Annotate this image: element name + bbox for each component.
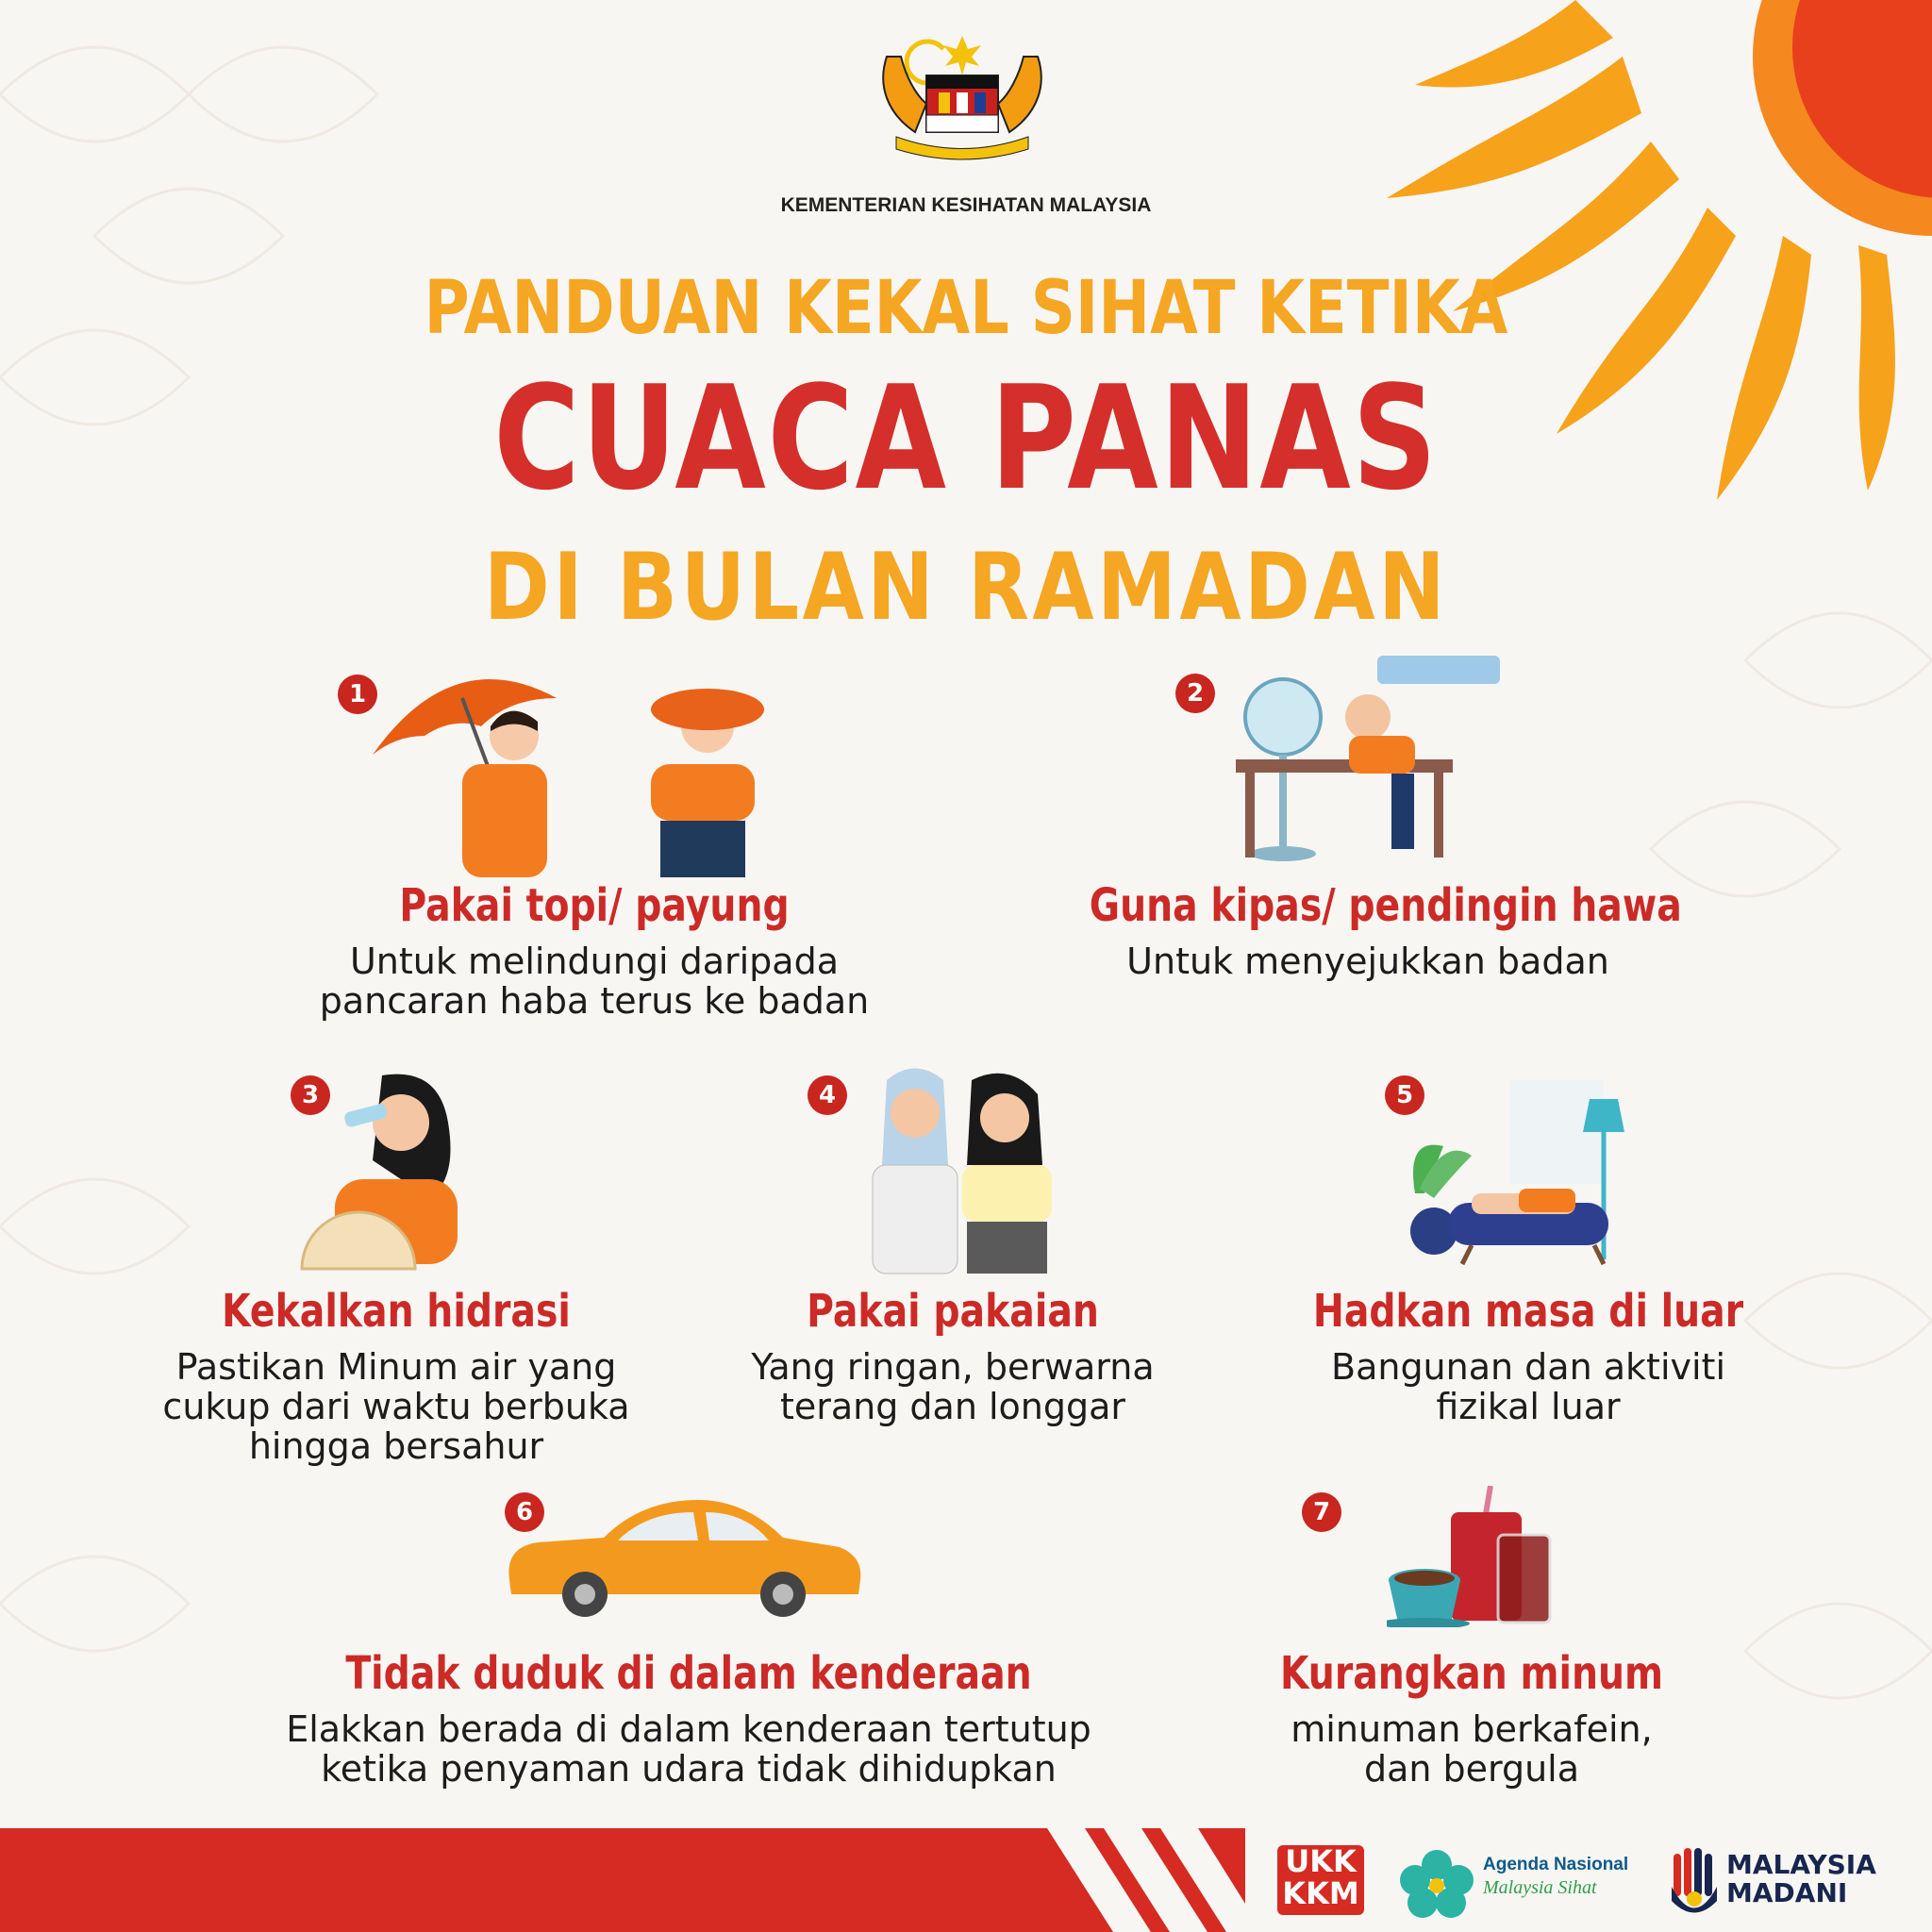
item-number-5: 5 — [1385, 1075, 1424, 1115]
resting-sofa-illustration — [1406, 1080, 1641, 1269]
item-number-2: 2 — [1175, 674, 1215, 713]
coffee-soda-drinks-illustration — [1387, 1486, 1557, 1627]
item-title-1: Pakai topi/ payung — [399, 879, 790, 932]
item-desc-2: Untuk menyejukkan badan — [1126, 941, 1609, 982]
title-line-1: PANDUAN KEKAL SIHAT KETIKA — [424, 266, 1508, 351]
item-title-3: Kekalkan hidrasi — [222, 1285, 571, 1338]
item-desc-7: minuman berkafein, dan bergula — [1291, 1708, 1653, 1790]
item-title-5: Hadkan masa di luar — [1312, 1285, 1744, 1338]
hibiscus-icon — [1394, 1844, 1479, 1920]
item-number-7: 7 — [1302, 1492, 1341, 1532]
item-desc-4: Yang ringan, berwarna terang dan longgar — [751, 1346, 1155, 1427]
item-number-6: 6 — [505, 1492, 544, 1532]
drinking-woman-illustration — [297, 1066, 495, 1274]
item-title-4: Pakai pakaian — [807, 1285, 1099, 1338]
ukk-kkm-logo: UKK KKM — [1277, 1845, 1364, 1915]
title-line-3: DI BULAN RAMADAN — [483, 534, 1449, 641]
malaysia-madani-logo: MALAYSIA MADANI — [1726, 1849, 1876, 1908]
item-desc-3: Pastikan Minum air yang cukup dari waktu berbuka hingga bersahur — [162, 1346, 630, 1467]
title-line-2: CUACA PANAS — [493, 355, 1439, 522]
malaysia-sihat-label: Malaysia Sihat — [1483, 1877, 1597, 1898]
madani-hand-icon — [1668, 1844, 1721, 1920]
item-desc-6: Elakkan berada di dalam kenderaan tertutup ketika penyaman udara tidak dihidupkan — [286, 1708, 1091, 1790]
item-desc-5: Bangunan dan aktiviti fizikal luar — [1331, 1346, 1725, 1427]
two-women-illustration — [849, 1061, 1066, 1278]
coat-of-arms — [868, 28, 1066, 170]
footer-stripes — [1047, 1828, 1245, 1932]
item-title-2: Guna kipas/ pendingin hawa — [1089, 879, 1682, 932]
item-title-7: Kurangkan minum — [1279, 1647, 1664, 1700]
agenda-nasional-label: Agenda Nasional — [1483, 1855, 1629, 1874]
item-number-4: 4 — [808, 1075, 847, 1115]
fan-desk-man-illustration — [1226, 651, 1509, 868]
umbrella-people-illustration — [368, 660, 821, 877]
item-title-6: Tidak duduk di dalam kenderaan — [345, 1647, 1032, 1700]
item-number-1: 1 — [338, 675, 377, 714]
item-desc-1: Untuk melindungi daripada pancaran haba terus ke badan — [319, 941, 870, 1022]
ministry-name: KEMENTERIAN KESIHATAN MALAYSIA — [780, 194, 1152, 216]
orange-car-illustration — [500, 1495, 868, 1618]
item-number-3: 3 — [291, 1075, 330, 1115]
